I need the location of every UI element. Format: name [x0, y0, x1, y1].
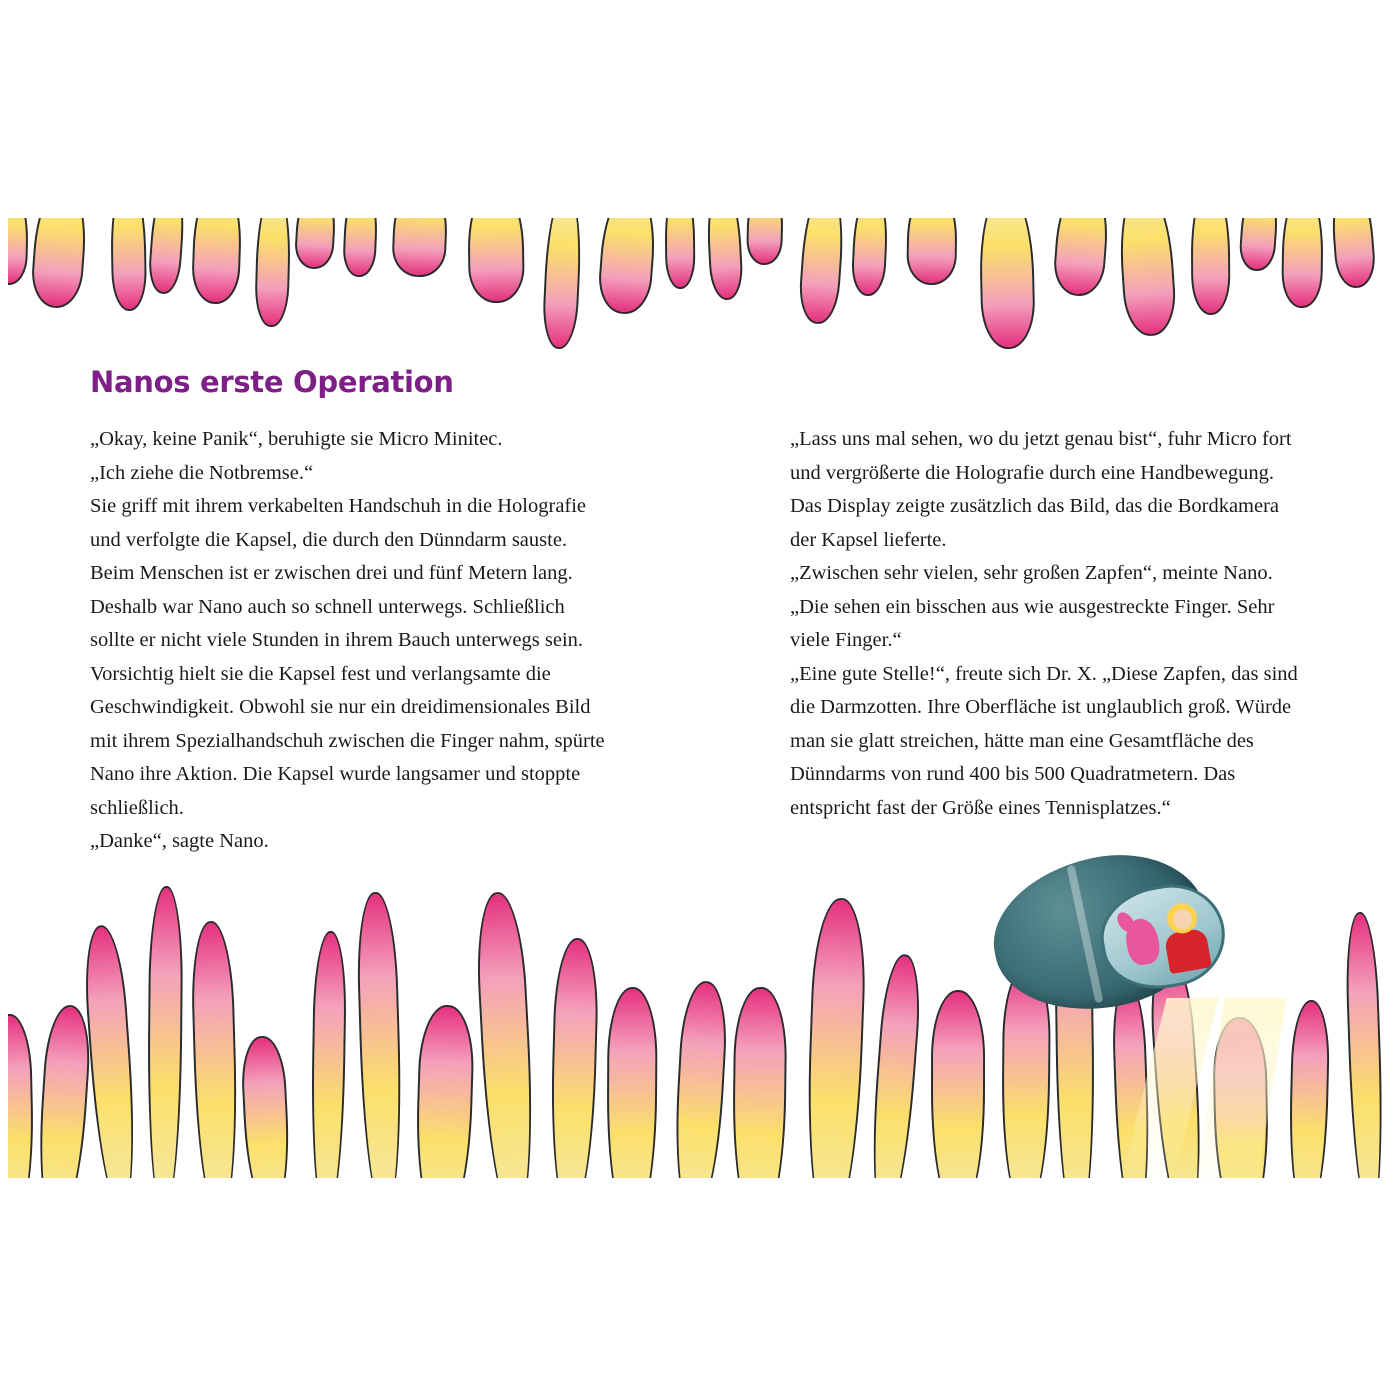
capsule-light-beam	[1191, 998, 1286, 1178]
villus-shape	[190, 921, 241, 1178]
capsule-light-beam	[1119, 998, 1218, 1178]
villus-shape	[851, 218, 890, 297]
villus-shape	[147, 218, 187, 295]
villus-shape	[34, 1004, 93, 1178]
paragraph: „Lass uns mal sehen, wo du jetzt genau bist“, fuhr Micro fort und vergrößerte die Holografie durch eine Handbewegung. Das Display zeigte zusätzlich das Bild, das die Bordkamera der Kapsel lieferte.	[790, 428, 1292, 551]
villus-shape	[1238, 218, 1280, 272]
villus-shape	[8, 1014, 35, 1178]
villus-shape	[1344, 911, 1386, 1178]
villus-shape	[670, 979, 729, 1178]
villus-shape	[1116, 218, 1178, 337]
villus-shape	[1052, 218, 1111, 297]
villus-shape	[254, 218, 291, 328]
villus-shape	[1190, 218, 1230, 314]
villus-shape	[414, 1004, 475, 1178]
villus-shape	[29, 218, 89, 310]
villus-shape	[596, 218, 658, 316]
villus-shape	[310, 930, 348, 1178]
book-spread	[8, 218, 1387, 1178]
child-body	[1164, 928, 1212, 975]
villus-shape	[705, 218, 744, 301]
villus-shape	[294, 218, 338, 270]
villus-shape	[746, 218, 784, 265]
villus-shape	[797, 218, 846, 326]
villus-shape	[1288, 999, 1331, 1178]
paragraph: Sie griff mit ihrem verkabelten Handschuh in die Holografie und verfolgte die Kapsel, die durch den Dünndarm sauste. Beim Menschen ist er zwischen drei und fünf Metern lang. Deshalb war Nano auch so schnell unterwegs. Schließlich sollte er nicht viele Stunden in ihrem Bauch unterwegs sein. Vorsichtig hielt sie die Kapsel fest und verlangsamte die Geschwindigkeit. Obwohl sie nur ein dreidimensionales Bild mit ihrem Spezialhandschuh zwischen die Finger nahm, spürte Nano ihre Aktion. Die Kapsel wurde langsamer und stoppte schließlich.	[90, 495, 605, 819]
villus-shape	[146, 886, 183, 1178]
nano-capsule	[993, 848, 1263, 1033]
paragraph: „Eine gute Stelle!“, freute sich Dr. X. „Diese Zapfen, das sind die Darmzotten. Ihre Oberfläche ist unglaublich groß. Würde man sie glatt streichen, hätte man eine Gesamtfläche des Dünndarms von rund 400 bis 500 Quadratmetern. Das entspricht fast der Größe eines Tennisplatzes.“	[790, 662, 1298, 819]
paragraph: „Danke“, sagte Nano.	[90, 830, 269, 852]
villus-shape	[1212, 1017, 1270, 1178]
villus-shape	[1282, 218, 1324, 308]
villus-shape	[191, 218, 243, 305]
villus-shape	[467, 218, 524, 304]
paragraph: „Zwischen sehr vielen, sehr großen Zapfen“, meinte Nano. „Die sehen ein bisschen aus wie ausgestreckte Finger. Sehr viele Finger.“	[790, 562, 1275, 651]
text-column-left	[90, 423, 610, 859]
villus-shape	[81, 923, 141, 1178]
villus-shape	[731, 986, 787, 1178]
villus-shape	[803, 897, 868, 1178]
villus-shape	[356, 891, 405, 1178]
villus-shape	[541, 218, 583, 349]
text-column-right	[790, 423, 1305, 825]
intestinal-villi-top	[8, 218, 1387, 368]
villus-shape	[606, 987, 658, 1178]
villus-shape	[907, 218, 959, 285]
villus-shape	[343, 218, 379, 277]
villus-shape	[930, 990, 985, 1178]
villus-shape	[978, 218, 1036, 350]
villus-shape	[866, 953, 924, 1178]
villus-shape	[665, 218, 696, 290]
villus-shape	[473, 891, 538, 1178]
page-title: Nanos erste Operation	[90, 365, 454, 399]
paragraph: „Okay, keine Panik“, beruhigte sie Micro Minitec.	[90, 428, 503, 450]
villus-shape	[391, 218, 448, 278]
paragraph: „Ich ziehe die Notbremse.“	[90, 461, 314, 484]
villus-shape	[8, 218, 29, 286]
villus-shape	[110, 218, 147, 311]
villus-shape	[549, 938, 600, 1178]
villus-shape	[1329, 218, 1377, 290]
villus-shape	[240, 1035, 292, 1178]
